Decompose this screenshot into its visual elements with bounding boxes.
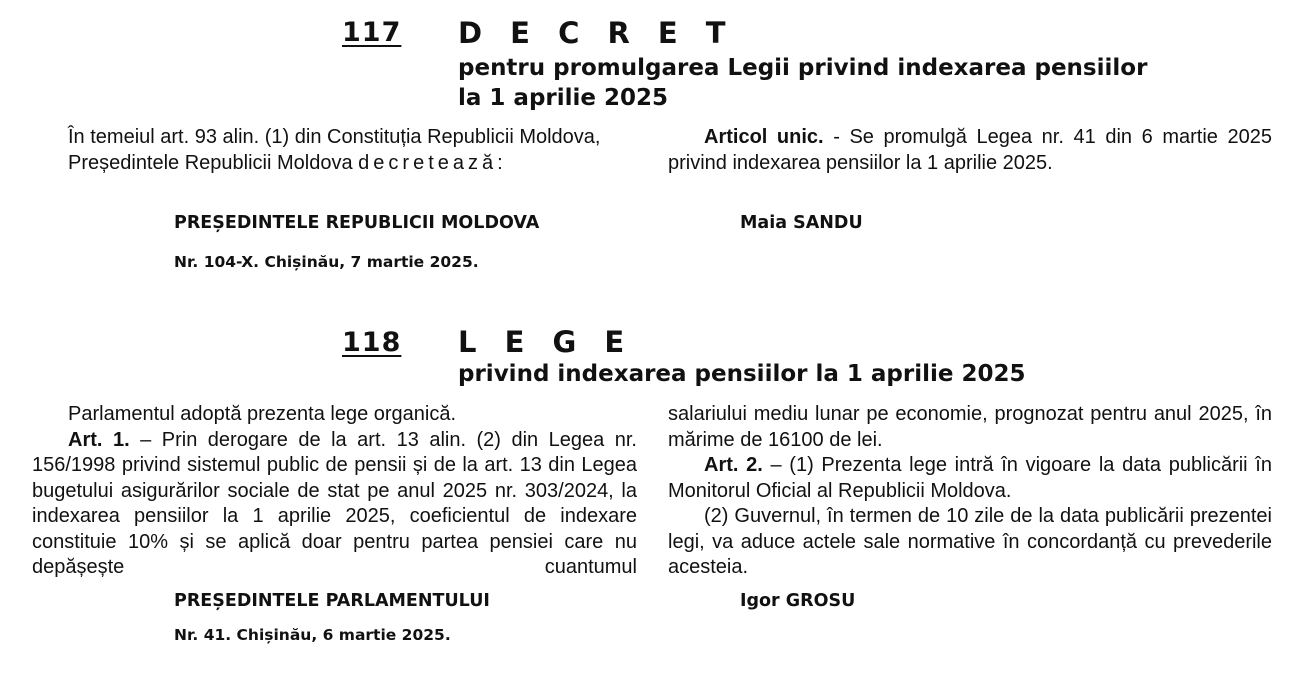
decree-article-label: Articol unic. bbox=[704, 126, 824, 148]
law-title: privind indexarea pensiilor la 1 aprilie 2025 bbox=[458, 361, 1026, 387]
law-article-1-label: Art. 1. bbox=[68, 428, 130, 451]
decree-title-line2: la 1 aprilie 2025 bbox=[458, 85, 669, 111]
law-article-1-continuation: salariului mediu lunar pe economie, prognozat pentru anul 2025, în mărime de 16100 de lei. bbox=[668, 403, 1272, 451]
law-reference: Nr. 41. Chișinău, 6 martie 2025. bbox=[174, 626, 451, 644]
decree-title bbox=[458, 53, 1218, 113]
decree-signatory-name: Maia SANDU bbox=[740, 213, 863, 233]
decree-left-column bbox=[32, 125, 637, 176]
decree-single-article bbox=[668, 125, 1272, 176]
law-number: 118 bbox=[342, 327, 402, 358]
decree-signatory-title: PREȘEDINTELE REPUBLICII MOLDOVA bbox=[174, 213, 540, 233]
law-article-2-label: Art. 2. bbox=[704, 454, 763, 476]
decree-title-line1: pentru promulgarea Legii privind indexarea pensiilor bbox=[458, 55, 1148, 81]
law-article-2-text: – (1) Prezenta lege intră în vigoare la data publicării în Monitorul Oficial al Republicii Moldova. bbox=[668, 454, 1272, 502]
law-article-2-para-1 bbox=[668, 453, 1272, 504]
decree-enacting-subject: Președintele Republicii Moldova bbox=[68, 151, 353, 174]
decree-preamble: În temeiul art. 93 alin. (1) din Constituția Republicii Moldova, bbox=[68, 126, 601, 148]
decree-enacting-clause bbox=[32, 151, 637, 177]
law-article-1-text: – Prin derogare de la art. 13 alin. (2) din Legea nr. 156/1998 privind sistemul public de pensii și de la art. 13 din Legea bugetului asigurărilor sociale de stat pe anul 2025 nr. 303/2024, la indexarea pensiilor la 1 aprilie 2025, coeficientul de indexare constituie 10% și se aplică doar pentru partea pensiei care nu depășește cuantumul bbox=[32, 428, 637, 578]
law-article-1 bbox=[32, 428, 637, 581]
decree-number: 117 bbox=[342, 17, 402, 48]
law-intro: Parlamentul adoptă prezenta lege organică. bbox=[68, 403, 457, 425]
decree-article-text: - Se promulgă Legea nr. 41 din 6 martie 2025 privind indexarea pensiilor la 1 aprilie 2025. bbox=[668, 126, 1272, 174]
decree-right-column bbox=[668, 125, 1272, 176]
law-type-heading: L E G E bbox=[458, 325, 634, 359]
decree-enacting-verb: decretează: bbox=[358, 151, 507, 174]
decree-reference: Nr. 104-X. Chișinău, 7 martie 2025. bbox=[174, 253, 479, 271]
law-article-2-para-2: (2) Guvernul, în termen de 10 zile de la data publicării prezentei legi, va aduce actele sale normative în concordanță cu prevederile acesteia. bbox=[668, 505, 1272, 578]
law-right-column bbox=[668, 402, 1272, 581]
law-left-column bbox=[32, 402, 637, 581]
law-signatory-title: PREȘEDINTELE PARLAMENTULUI bbox=[174, 591, 490, 611]
decree-type-heading: D E C R E T bbox=[458, 16, 735, 50]
law-signatory-name: Igor GROSU bbox=[740, 591, 856, 611]
